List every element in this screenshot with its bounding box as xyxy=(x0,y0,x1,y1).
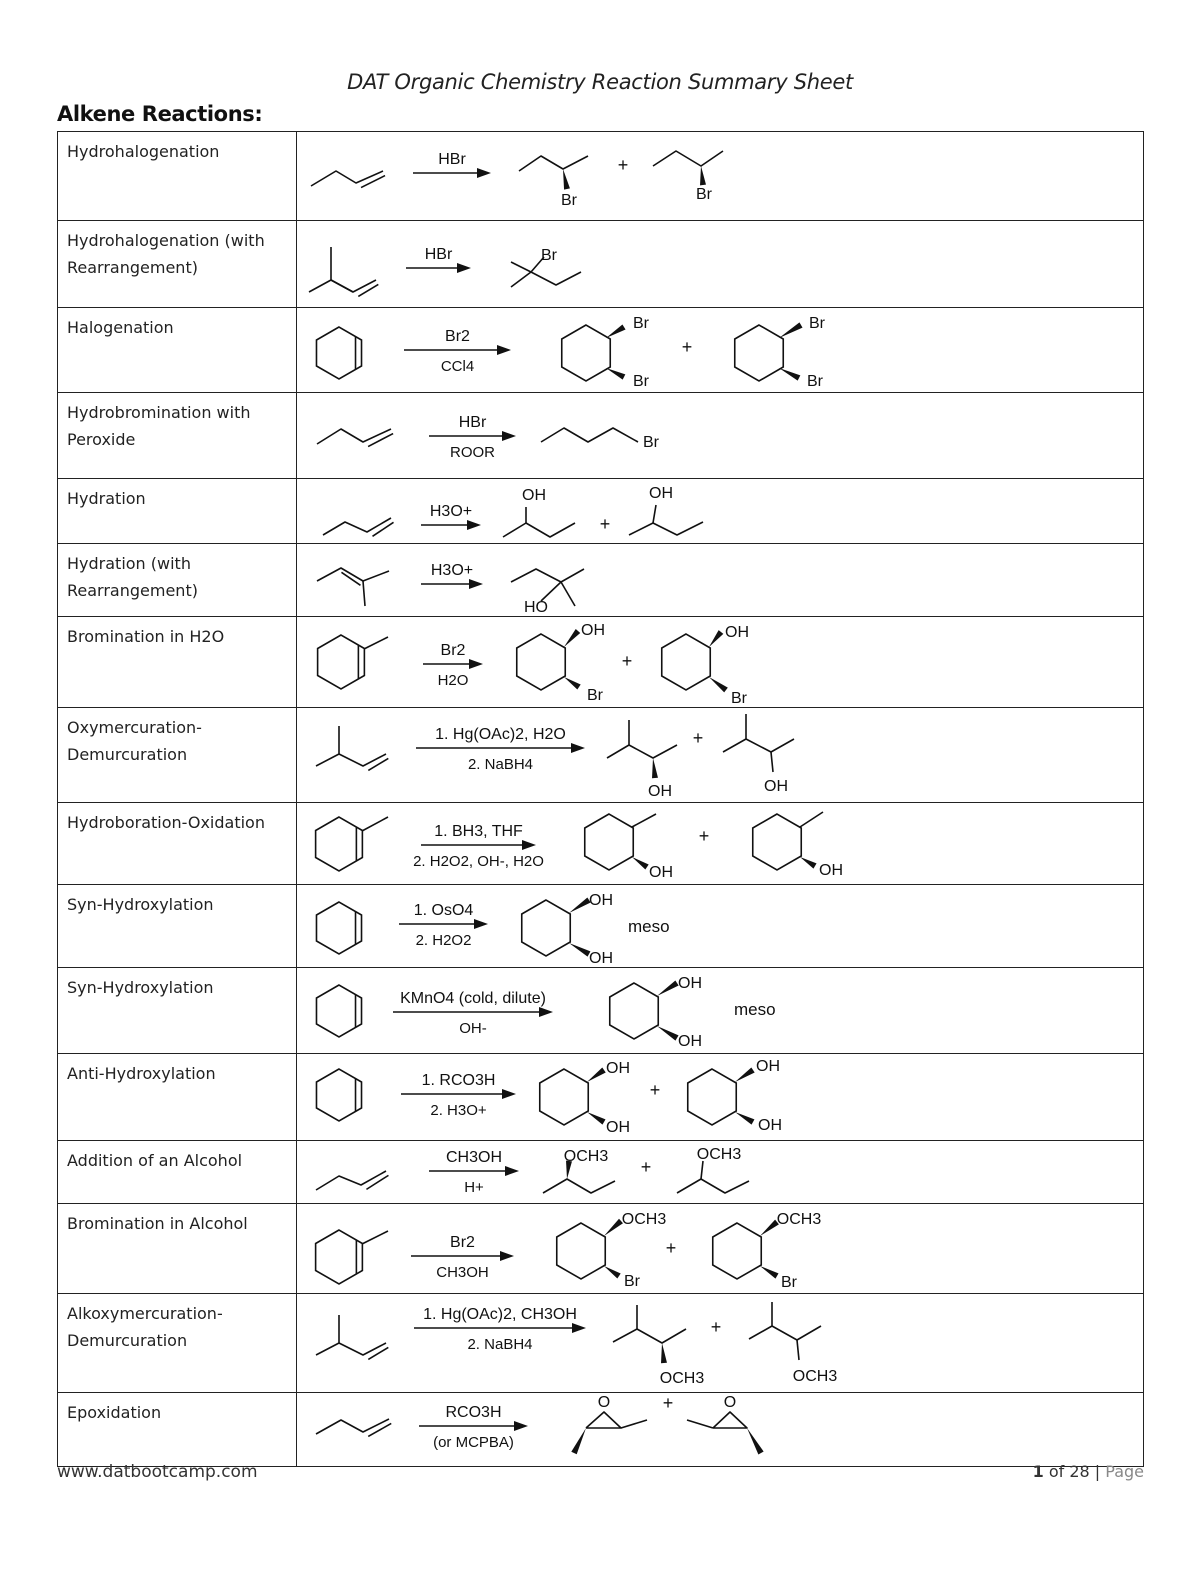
plus-sign: + xyxy=(617,155,629,175)
reaction-diagram xyxy=(297,1204,1143,1293)
substituent-label: OH xyxy=(758,1117,782,1134)
wedge-bond xyxy=(587,1112,606,1125)
skeletal-structure xyxy=(637,1329,686,1343)
reagent-above-arrow: H3O+ xyxy=(430,562,474,579)
double-bond xyxy=(366,1175,388,1189)
reaction-scheme xyxy=(297,1393,1144,1467)
reagent-above-arrow: 1. Hg(OAc)2, CH3OH xyxy=(423,1306,577,1323)
cyclohexane-ring xyxy=(517,634,565,690)
alkene-structure xyxy=(316,1171,386,1190)
footer-url[interactable]: www.datbootcamp.com xyxy=(57,1462,258,1482)
reaction-drawing xyxy=(316,1302,837,1387)
reaction-scheme xyxy=(297,221,1144,308)
plus-sign: + xyxy=(649,1080,661,1100)
bond xyxy=(363,581,365,606)
substituent-label: OH xyxy=(725,624,749,641)
wedge-bond xyxy=(604,1219,623,1236)
wedge-bond xyxy=(747,1428,764,1454)
plus-sign: + xyxy=(692,728,704,748)
substituent-label: Br xyxy=(561,192,577,209)
skeletal-structure xyxy=(503,523,575,537)
reagent-above-arrow: RCO3H xyxy=(445,1404,502,1421)
arrow-head xyxy=(502,1089,516,1099)
reagent-above-arrow: H3O+ xyxy=(429,503,473,520)
reaction-scheme xyxy=(297,1141,1144,1204)
substituent-label: OH xyxy=(606,1119,630,1136)
wedge-bond xyxy=(735,1112,754,1125)
plus-sign: + xyxy=(698,826,710,846)
reaction-name: Halogenation xyxy=(58,308,297,393)
double-bond xyxy=(358,284,378,296)
reagent-below-arrow: H2O xyxy=(437,672,469,689)
reaction-drawing xyxy=(309,246,581,296)
wedge-bond xyxy=(569,943,590,957)
wedge-bond xyxy=(606,368,625,380)
skeletal-structure xyxy=(713,1412,747,1428)
cyclohexane-ring xyxy=(753,814,801,870)
plus-sign: + xyxy=(621,651,633,671)
substituent-label: O xyxy=(597,1394,611,1411)
reaction-name: Hydrobromination with Peroxide xyxy=(58,393,297,479)
bond xyxy=(771,752,773,772)
reaction-scheme xyxy=(297,708,1144,803)
page-word: Page xyxy=(1105,1462,1144,1481)
reaction-diagram xyxy=(297,544,1143,616)
bond xyxy=(364,637,388,649)
bond xyxy=(561,582,575,606)
reagent-below-arrow: 2. NaBH4 xyxy=(467,756,534,773)
reagent-below-arrow: 2. NaBH4 xyxy=(467,1336,533,1353)
substituent-label: O xyxy=(723,1394,737,1411)
skeletal-structure xyxy=(723,714,746,752)
table-row xyxy=(58,1294,1144,1393)
cyclohexane-ring xyxy=(540,1069,588,1125)
wedge-bond xyxy=(657,1026,679,1041)
reaction-diagram xyxy=(297,221,1143,307)
reaction-table xyxy=(57,131,1144,1467)
wedge-bond xyxy=(571,1428,586,1454)
reagent-above-arrow: HBr xyxy=(424,246,453,263)
cyclohexane-ring xyxy=(662,634,710,690)
reaction-scheme xyxy=(297,1294,1144,1393)
skeletal-structure xyxy=(316,726,339,766)
reaction-scheme xyxy=(297,308,1144,393)
reaction-drawing xyxy=(316,1211,822,1291)
skeletal-structure xyxy=(531,272,581,285)
skeletal-structure xyxy=(653,151,723,166)
substituent-label: OH xyxy=(589,892,613,909)
stereo-note: meso xyxy=(734,1000,776,1019)
arrow-head xyxy=(457,263,471,273)
wedge-bond xyxy=(632,857,649,869)
reaction-name: Anti-Hydroxylation xyxy=(58,1054,297,1141)
reaction-name: Hydration xyxy=(58,479,297,544)
reaction-scheme xyxy=(297,544,1144,617)
reaction-drawing xyxy=(317,414,660,461)
reagent-below-arrow: ROOR xyxy=(450,444,495,461)
reaction-name: Hydrohalogenation xyxy=(58,132,297,221)
reagent-below-arrow: (or MCPBA) xyxy=(433,1434,514,1451)
table-row xyxy=(58,968,1144,1054)
cyclohexane-ring xyxy=(562,325,610,381)
substituent-label: OCH3 xyxy=(659,1370,705,1387)
cyclohexane-ring xyxy=(735,325,783,381)
reaction-name: Alkoxymercuration-Demurcuration xyxy=(58,1294,297,1393)
reagent-above-arrow: CH3OH xyxy=(445,1149,503,1166)
table-row xyxy=(58,1141,1144,1204)
wedge-bond xyxy=(564,629,580,647)
reaction-name: Syn-Hydroxylation xyxy=(58,968,297,1054)
reaction-drawing xyxy=(317,562,584,616)
reaction-drawing xyxy=(316,1146,749,1196)
substituent-label: OH xyxy=(522,487,546,504)
substituent-label: Br xyxy=(809,315,825,332)
arrow-head xyxy=(505,1166,519,1176)
wedge-bond xyxy=(657,980,679,996)
reagent-above-arrow: HBr xyxy=(458,414,487,431)
skeletal-structure xyxy=(519,156,588,171)
double-bond xyxy=(361,176,385,188)
cyclohexane-ring xyxy=(688,1069,736,1125)
table-row xyxy=(58,544,1144,617)
substituent-label: Br xyxy=(643,434,659,451)
reaction-diagram xyxy=(297,393,1143,478)
substituent-label: Br xyxy=(633,373,649,390)
skeletal-structure xyxy=(543,1179,615,1193)
plus-sign: + xyxy=(599,514,611,534)
substituent-label: OH xyxy=(589,950,613,967)
reaction-name: Syn-Hydroxylation xyxy=(58,885,297,968)
wedge-bond xyxy=(604,1266,621,1278)
alkene-structure xyxy=(317,429,391,444)
reaction-diagram xyxy=(297,885,1143,967)
table-row xyxy=(58,393,1144,479)
reaction-diagram xyxy=(297,708,1143,802)
reagent-above-arrow: 1. BH3, THF xyxy=(434,823,523,840)
wedge-bond xyxy=(569,897,591,913)
wedge-bond xyxy=(709,677,728,692)
substituent-label: Br xyxy=(624,1273,640,1290)
reaction-drawing xyxy=(316,315,825,390)
substituent-label: OH xyxy=(649,485,673,502)
arrow-head xyxy=(469,659,483,669)
double-bond xyxy=(368,1423,391,1436)
table-row xyxy=(58,1393,1144,1467)
skeletal-structure xyxy=(316,1315,339,1355)
reagent-above-arrow: Br2 xyxy=(445,328,470,345)
substituent-label: Br xyxy=(781,1274,797,1291)
cyclohexane-ring xyxy=(713,1223,761,1279)
arrow-head xyxy=(469,579,483,589)
reaction-drawing xyxy=(316,1393,764,1454)
substituent-label: Br xyxy=(587,687,603,704)
substituent-label: OH xyxy=(819,862,843,879)
substituent-label: OH xyxy=(649,864,673,881)
skeletal-structure xyxy=(511,262,531,287)
substituent-label: Br xyxy=(633,315,649,332)
cyclohexane-ring xyxy=(316,1230,363,1284)
reaction-scheme xyxy=(297,1204,1144,1294)
cyclohexane-ring xyxy=(557,1223,605,1279)
bond xyxy=(362,817,388,831)
skeletal-structure xyxy=(541,428,638,442)
bond xyxy=(800,812,823,827)
arrow-head xyxy=(571,743,585,753)
substituent-label: Br xyxy=(696,186,712,203)
reaction-name: Hydrohalogenation (with Rearrangement) xyxy=(58,221,297,308)
plus-sign: + xyxy=(640,1157,652,1177)
reagent-below-arrow: 2. H3O+ xyxy=(430,1102,487,1119)
substituent-label: OH xyxy=(606,1060,630,1077)
cyclohexane-ring xyxy=(610,983,658,1039)
bond xyxy=(653,505,656,523)
substituent-label: OH xyxy=(678,1033,702,1050)
arrow-head xyxy=(500,1251,514,1261)
double-bond xyxy=(368,434,393,447)
document-title: DAT Organic Chemistry Reaction Summary Sheet xyxy=(347,70,853,94)
reaction-drawing xyxy=(316,1058,782,1136)
reaction-drawing xyxy=(316,714,794,800)
skeletal-structure xyxy=(586,1412,621,1428)
reaction-scheme xyxy=(297,803,1144,885)
reaction-name: Hydration (with Rearrangement) xyxy=(58,544,297,617)
reaction-diagram xyxy=(297,1141,1143,1203)
reaction-drawing xyxy=(318,622,749,707)
reagent-above-arrow: 1. OsO4 xyxy=(413,902,474,919)
cyclohexane-ring xyxy=(522,900,570,956)
arrow-head xyxy=(497,345,511,355)
substituent-label: OCH3 xyxy=(776,1211,822,1228)
double-bond xyxy=(373,522,394,536)
substituent-label: HO xyxy=(524,599,548,616)
wedge-bond xyxy=(563,169,570,190)
table-row xyxy=(58,132,1144,221)
plus-sign: + xyxy=(710,1317,722,1337)
reaction-diagram xyxy=(297,1294,1143,1392)
reaction-drawing xyxy=(316,975,775,1050)
wedge-bond xyxy=(652,758,658,778)
plus-sign: + xyxy=(681,337,693,357)
bond xyxy=(797,1340,799,1360)
reaction-name: Hydroboration-Oxidation xyxy=(58,803,297,885)
wedge-bond xyxy=(587,1068,606,1082)
substituent-label: OH xyxy=(581,622,605,639)
skeletal-structure xyxy=(772,1326,821,1340)
page-separator: | xyxy=(1089,1462,1106,1481)
reaction-diagram xyxy=(297,1054,1143,1140)
wedge-bond xyxy=(606,324,626,338)
reaction-diagram xyxy=(297,1393,1143,1466)
reaction-diagram xyxy=(297,968,1143,1053)
wedge-bond xyxy=(735,1068,755,1082)
bond xyxy=(687,1420,713,1428)
arrow-head xyxy=(514,1421,528,1431)
table-row xyxy=(58,1204,1144,1294)
reaction-name: Addition of an Alcohol xyxy=(58,1141,297,1204)
reagent-above-arrow: 1. Hg(OAc)2, H2O xyxy=(435,726,566,743)
table-row xyxy=(58,1054,1144,1141)
arrow-head xyxy=(539,1007,553,1017)
page-total: of 28 xyxy=(1043,1462,1090,1481)
reaction-scheme xyxy=(297,1054,1144,1141)
reaction-scheme xyxy=(297,132,1144,221)
table-row xyxy=(58,308,1144,393)
table-row xyxy=(58,221,1144,308)
reaction-drawing xyxy=(316,812,843,881)
reaction-name: Bromination in Alcohol xyxy=(58,1204,297,1294)
reaction-name: Epoxidation xyxy=(58,1393,297,1467)
reagent-above-arrow: Br2 xyxy=(450,1234,475,1251)
page-indicator xyxy=(1033,1462,1144,1481)
bond xyxy=(362,1231,388,1244)
reaction-diagram xyxy=(297,617,1143,707)
wedge-bond xyxy=(564,677,581,689)
arrow-head xyxy=(467,520,481,530)
table-row xyxy=(58,708,1144,803)
arrow-head xyxy=(477,168,491,178)
substituent-label: OCH3 xyxy=(696,1146,742,1163)
reagent-below-arrow: 2. H2O2, OH-, H2O xyxy=(413,853,544,870)
reaction-drawing xyxy=(311,151,723,209)
alkene-structure xyxy=(311,171,383,186)
substituent-label: OCH3 xyxy=(621,1211,667,1228)
reaction-drawing xyxy=(316,892,669,967)
cyclohexane-ring xyxy=(585,814,633,870)
skeletal-structure xyxy=(677,1179,749,1193)
substituent-label: OH xyxy=(756,1058,780,1075)
wedge-bond xyxy=(661,1343,667,1363)
substituent-label: Br xyxy=(731,690,747,707)
reagent-above-arrow: 1. RCO3H xyxy=(421,1072,496,1089)
bond xyxy=(621,1420,647,1428)
alkene-structure xyxy=(317,568,363,581)
table-row xyxy=(58,885,1144,968)
skeletal-structure xyxy=(746,739,794,752)
reaction-drawing xyxy=(323,485,703,537)
wedge-bond xyxy=(700,166,706,185)
skeletal-structure xyxy=(607,720,629,758)
reagent-below-arrow: CH3OH xyxy=(436,1264,489,1281)
plus-sign: + xyxy=(665,1238,677,1258)
wedge-bond xyxy=(779,368,800,381)
double-bond xyxy=(368,758,388,770)
reagent-above-arrow: Br2 xyxy=(440,642,466,659)
reaction-scheme xyxy=(297,393,1144,479)
arrow-head xyxy=(502,431,516,441)
substituent-label: OH xyxy=(764,778,788,795)
reaction-diagram xyxy=(297,479,1143,543)
reagent-below-arrow: CCl4 xyxy=(440,358,475,375)
arrow-head xyxy=(522,840,536,850)
reaction-scheme xyxy=(297,479,1144,544)
alkene-structure xyxy=(323,518,391,535)
reaction-diagram xyxy=(297,132,1143,220)
substituent-label: OCH3 xyxy=(792,1368,838,1385)
substituent-label: Br xyxy=(541,247,557,264)
table-row xyxy=(58,479,1144,544)
skeletal-structure xyxy=(629,745,677,758)
reaction-diagram xyxy=(297,308,1143,392)
wedge-bond xyxy=(709,630,723,647)
bond xyxy=(632,814,656,827)
reagent-above-arrow: HBr xyxy=(438,151,466,168)
wedge-bond xyxy=(800,857,817,869)
table-row xyxy=(58,803,1144,885)
reaction-scheme xyxy=(297,617,1144,708)
reagent-below-arrow: H+ xyxy=(464,1179,484,1196)
page-number: 1 xyxy=(1032,1462,1044,1481)
skeletal-structure xyxy=(613,1305,637,1342)
reaction-scheme xyxy=(297,968,1144,1054)
reagent-below-arrow: 2. H2O2 xyxy=(415,932,472,949)
substituent-label: OCH3 xyxy=(563,1148,609,1165)
bond xyxy=(363,571,389,581)
arrow-head xyxy=(572,1323,586,1333)
double-bond xyxy=(368,1347,388,1359)
plus-sign: + xyxy=(662,1393,674,1413)
skeletal-structure xyxy=(629,522,703,535)
skeletal-structure xyxy=(309,247,331,292)
reagent-below-arrow: OH- xyxy=(459,1020,487,1037)
skeletal-structure xyxy=(749,1302,772,1339)
stereo-note: meso xyxy=(628,917,670,936)
cyclohexane-ring xyxy=(318,635,365,689)
bond xyxy=(701,1161,703,1179)
substituent-label: OH xyxy=(678,975,702,992)
reaction-name: Bromination in H2O xyxy=(58,617,297,708)
reaction-diagram xyxy=(297,803,1143,884)
arrow-head xyxy=(474,919,488,929)
table-row xyxy=(58,617,1144,708)
substituent-label: OH xyxy=(648,783,672,800)
section-title: Alkene Reactions: xyxy=(57,102,263,126)
wedge-bond xyxy=(779,322,803,338)
cyclohexane-ring xyxy=(316,817,363,871)
reaction-name: Oxymercuration-Demurcuration xyxy=(58,708,297,803)
reaction-scheme xyxy=(297,885,1144,968)
reagent-above-arrow: KMnO4 (cold, dilute) xyxy=(400,990,546,1007)
wedge-bond xyxy=(760,1266,779,1279)
substituent-label: Br xyxy=(807,373,823,390)
skeletal-structure xyxy=(511,569,584,582)
